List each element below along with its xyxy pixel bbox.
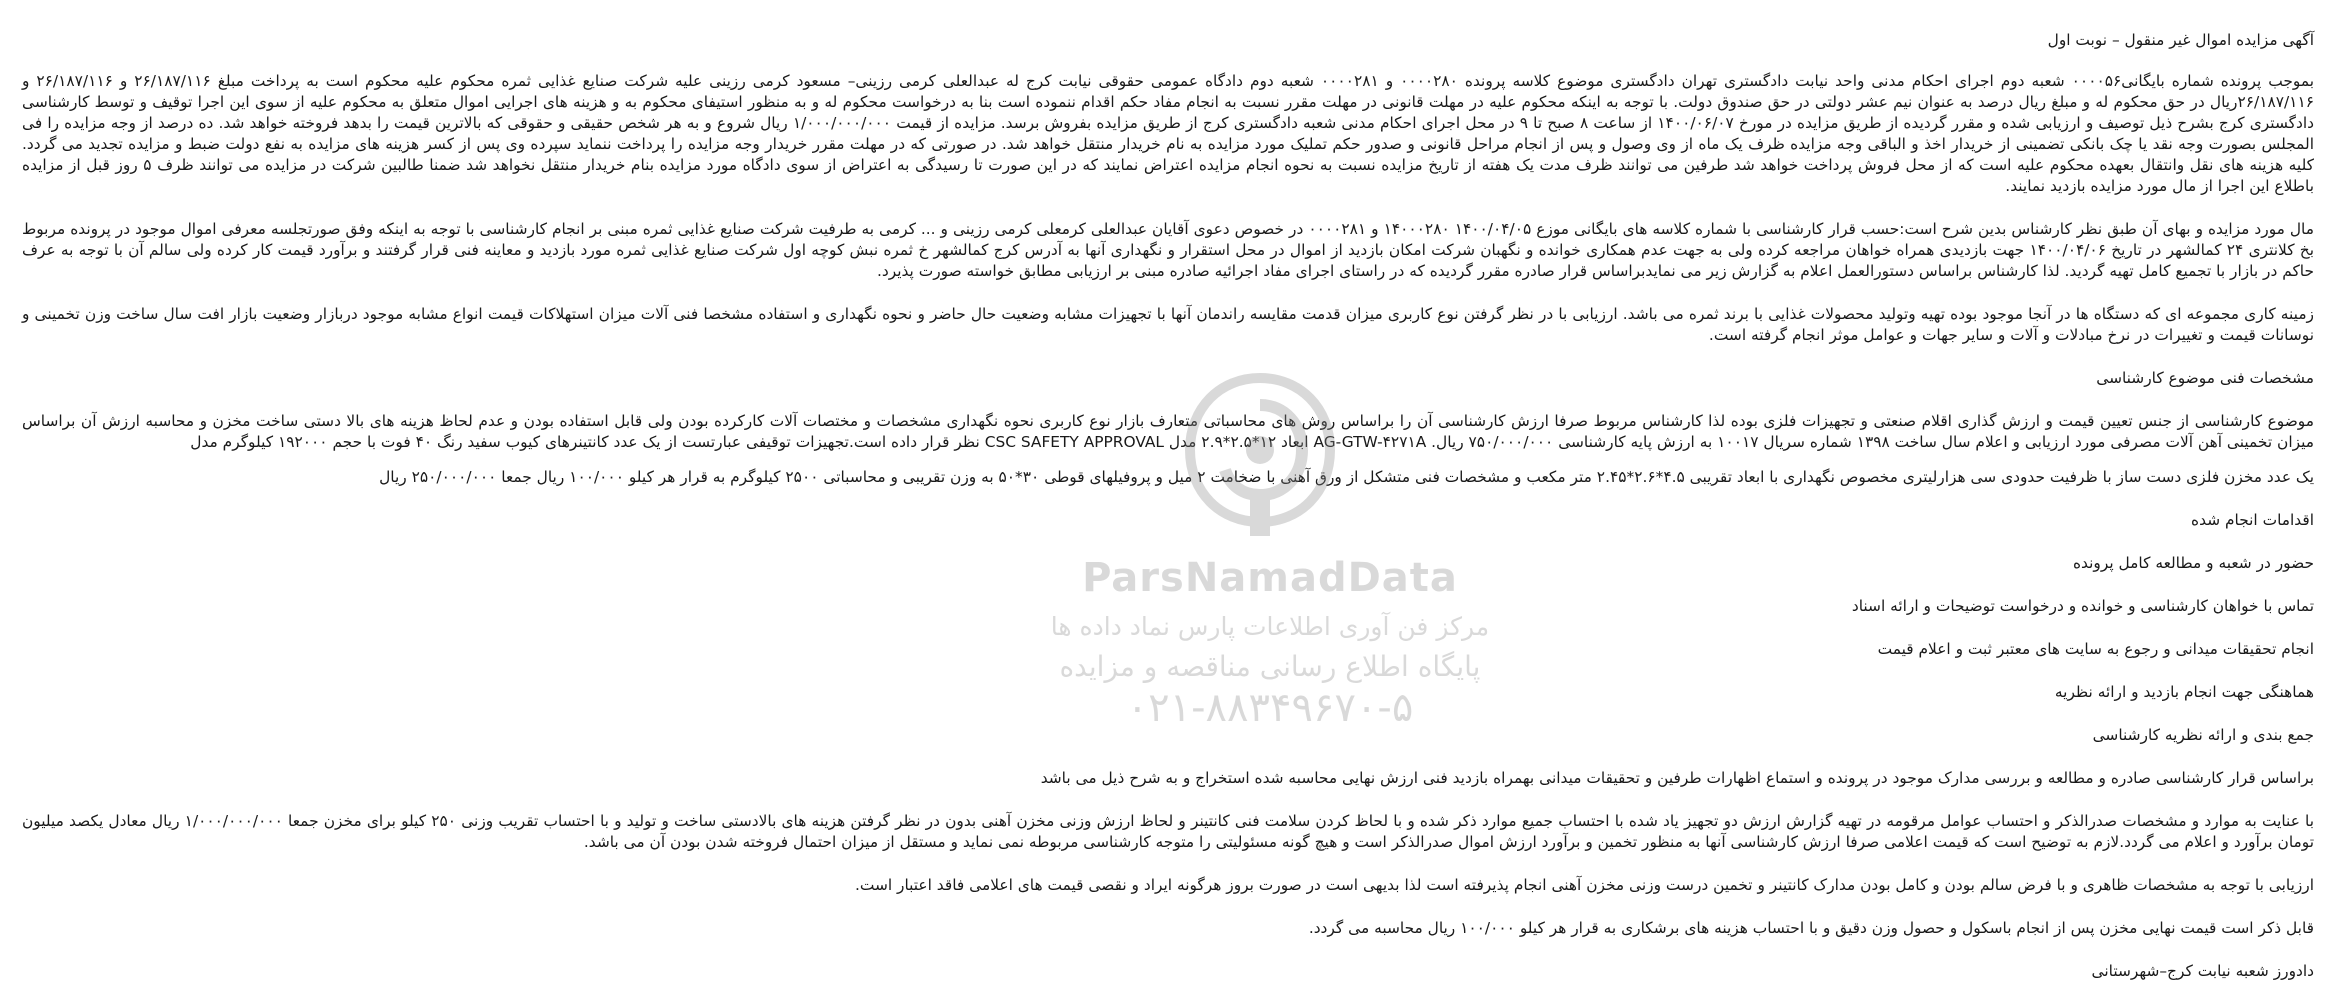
action-item: جمع بندی و ارائه نظریه کارشناسی: [2092, 726, 2314, 744]
specs-heading: مشخصات فنی موضوع کارشناسی: [2096, 369, 2314, 387]
tank-paragraph: یک عدد مخزن فلزی دست ساز با ظرفیت حدودی سی هزارلیتری مخصوص نگهداری با ابعاد تقریبی ۴.۵*۲.۶*۲.۴۵ متر مکعب و مشخصات فنی متشکل از ورق آهنی با ضخامت ۲ میل و پروفیلهای قوطی ۳۰*۵۰ به وزن تقریبی و محاسباتی ۲۵۰۰ کیلوگرم به قرار هر کیلو ۱۰۰/۰۰۰ ریال جمعا ۲۵۰/۰۰۰/۰۰۰ ریال: [379, 468, 2314, 486]
auction-notice: [22, 30, 2314, 982]
watermark-phone: ۰۲۱-۸۸۳۴۹۶۷۰-۵: [1126, 685, 1414, 731]
basis-paragraph: براساس قرار کارشناسی صادره و مطالعه و بررسی مدارک موجود در پرونده و استماع اظهارات طرفین و تحقیقات میدانی بهمراه بازدید فنی ارزش نهایی محاسبه شده استخراج و به شرح ذیل می باشد: [1040, 769, 2314, 787]
action-item: هماهنگی جهت انجام بازدید و ارائه نظریه: [2054, 683, 2314, 701]
action-item: انجام تحقیقات میدانی و رجوع به سایت های معتبر ثبت و اعلام قیمت: [1877, 640, 2314, 658]
signature: دادورز شعبه نیابت کرج–شهرستانی: [2091, 962, 2314, 980]
intro-paragraph: بموجب پرونده شماره بایگانی۰۰۰۰۵۶ شعبه دوم اجرای احکام مدنی واحد نیابت دادگستری تهران دادگستری موضوع کلاسه پرونده ۰۰۰۰۲۸۰ و ۰۰۰۰۲۸۱ شعبه دوم دادگاه عمومی حقوقی نیابت کرج له عبدالعلی کرمی رزینی– مسعود کرمی رزینی علیه شرکت صنایع غذایی ثمره محکوم علیه محکوم است به پرداخت مبلغ ۲۶/۱۸۷/۱۱۶ و ۲۶/۱۸۷/۱۱۶ و ۲۶/۱۸۷/۱۱۶ریال در حق محکوم له و مبلغ ریال درصد به عنوان نیم عشر دولتی در حق صندوق دولت. با توجه به اینکه محکوم علیه در مهلت قانونی در مهلت مقرر نسبت به انجام مفاد حکم اقدام ننموده است بنا به درخواست محکوم له و به منظور استیفای محکوم به و هزینه های اجرایی اموال متعلق به محکوم علیه از سوی این اجرا توقیف و توسط کارشناسی دادگستری کرج بشرح ذیل توصیف و ارزیابی شده و مقرر گردیده از طریق مزایده در مورخ ۱۴۰۰/۰۶/۰۷ از ساعت ۸ صبح تا ۹ در محل اجرای احکام مدنی شعبه دادگستری کرج از طریق مزایده بفروش برسد. مزایده از قیمت ۱/۰۰۰/۰۰۰/۰۰۰ ریال شروع و به هر شخص حقیقی و حقوقی که بالاترین قیمت را بدهد فروخته خواهد شد. ده درصد از وجه مزایده را فی المجلس بصورت وجه نقد یا چک بانکی تضمینی از خریدار اخذ و الباقی وجه مزایده ظرف یک ماه از وی وصول و پس از انجام مراحل قانونی و صدور حکم تملیک مورد مزایده به نام خریدار منتقل خواهد شد. در صورتی که در مهلت مقرر خریدار وجه مزایده را پرداخت ننماید سپرده وی پس از کسر هزینه های مزایده به نفع دولت ضبط و مزایده تجدید می گردد. کلیه هزینه های نقل وانتقال بعهده محکوم علیه است که از محل فروش پرداخت خواهد شد طرفین می توانند ظرف مدت یک هفته از تاریخ مزایده نسبت به نحوه انجام مزایده اعتراض نمایند که در این صورت تا رسیدگی به اعتراض از سوی دادگاه مورد مزایده بنام خریدار منتقل نخواهد شد ضمنا طالبین شرکت در مزایده می توانند ظرف ۵ روز قبل از مزایده باطلاع این اجرا از مال مورد مزایده بازدید نمایند.: [22, 72, 2315, 195]
watermark-brand: ParsNamadData: [1082, 555, 1458, 601]
note-paragraph: قابل ذکر است قیمت نهایی مخزن پس از انجام باسکول و حصول وزن دقیق و با احتساب هزینه های برشکاری به قرار هر کیلو ۱۰۰/۰۰۰ ریال محاسبه می گردد.: [1308, 919, 2314, 937]
notice-title: آگهی مزایده اموال غیر منقول – نوبت اول: [2047, 31, 2314, 49]
watermark-line2: پایگاه اطلاع رسانی مناقصه و مزایده: [1059, 650, 1481, 683]
subject-paragraph: موضوع کارشناسی از جنس تعیین قیمت و ارزش گذاری اقلام صنعتی و تجهیزات فلزی بوده لذا کارشناس مربوط صرفا ارزش کارشناسی آن را براساس روش های محاسباتی متعارف بازار نوع کاربری نحوه نگهداری مشخصات و مختصات آلات کارکرده بودن ولی قابل استفاده بودن و عدم لحاظ هزینه های بالا دستی ساخت مخزن و محاسبه ارزش آن براساس میزان تخمینی آهن آلات مصرفی مورد ارزیابی و اعلام سال ساخت ۱۳۹۸ شماره سریال ۱۰۰۱۷ به ارزش پایه کارشناسی ۷۵۰/۰۰۰/۰۰۰ ریال. AG-GTW-۴۲۷۱A ابعاد ۱۲*۲.۵*۲.۹ مدل CSC SAFETY APPROVAL نظر قرار داده است.تجهیزات توقیفی عبارتست از یک عدد کانتینرهای کیوب سفید رنگ ۴۰ فوت با حجم ۱۹۲۰۰۰ کیلوگرم مدل: [22, 412, 2314, 451]
actions-heading: اقدامات انجام شده: [2191, 511, 2314, 529]
valuation-paragraph: با عنایت به موارد و مشخصات صدرالذکر و احتساب عوامل مرقومه در تهیه گزارش ارزش دو تجهیز یاد شده با احتساب جمیع موارد ذکر شده و با لحاظ کردن سلامت فنی کانتینر و لحاظ ارزش وزنی مخزن آهنی بدون در نظر گرفتن هزینه های بالادستی ساخت و تولید و با احتساب تقریب وزنی ۲۵۰ کیلو برای مخزن جمعا ۱/۰۰۰/۰۰۰/۰۰۰ ریال معادل یکصد میلیون تومان برآورد و اعلام می گردد.لازم به توضیح است که قیمت اعلامی صرفا ارزش کارشناسی آنها به منظور تخمین و برآورد ارزش اموال صدرالذکر است و هیچ گونه مسئولیتی را متوجه کارشناسی مربوطه نمی نماید و مستقل از میزان احتمال فروخته شدن بودن آن می باشد.: [22, 812, 2315, 851]
action-item: تماس با خواهان کارشناسی و خوانده و درخواست توضیحات و ارائه اسناد: [1851, 597, 2314, 615]
assessment-paragraph: ارزیابی با توجه به مشخصات ظاهری و با فرض سالم بودن و کامل بودن مدارک کانتینر و تخمین درست وزنی مخزن آهنی انجام پذیرفته است لذا بدیهی است در صورت بروز هرگونه ایراد و نقصی قیمت های اعلامی فاقد اعتبار است.: [854, 876, 2314, 894]
action-item: حضور در شعبه و مطالعه کامل پرونده: [2072, 554, 2314, 572]
property-paragraph: مال مورد مزایده و بهای آن طبق نظر کارشناس بدین شرح است:حسب قرار کارشناسی با شماره کلاسه های بایگانی موزع ۱۴۰۰/۰۴/۰۵ ۱۴۰۰۰۲۸۰ و ۰۰۰۰۲۸۱ در خصوص دعوی آقایان عبدالعلی کرمعلی کرمی رزینی و ... کرمی به طرفیت شرکت صنایع غذایی ثمره مبنی بر انجام کارشناسی با توجه به اینکه وفق صورتجلسه معرفی اموال موجود در پرونده مربوط بخ کلانتری ۲۴ کمالشهر در تاریخ ۱۴۰۰/۰۴/۰۶ جهت بازدیدی همراه خواهان مراجعه کرده ولی به جهت عدم همکاری خوانده و نگهبان شرکت امکان بازدید از اموال در محل استقرار و نگهداری آنها به آدرس کرج کمالشهر خ ثمره نبش کوچه اول شرکت صنایع غذایی ثمره مورد بازدید و معاینه فنی قرار گرفتند و برآورد قیمت کار کرده ولی سالم آن با توجه به عرف حاکم در بازار با تجمیع کامل تهیه گردید. لذا کارشناس براساس دستورالعمل اعلام به گزارش زیر می نمایدبراساس قرار صادره مقرر گردیده که در راستای اجرای مفاد اجرائیه صادره مبنی بر ارزیابی مطابق خواسته صورت پذیرد.: [22, 220, 2315, 280]
watermark-line1: مرکز فن آوری اطلاعات پارس نماد داده ها: [1050, 612, 1490, 641]
context-paragraph: زمینه کاری مجموعه ای که دستگاه ها در آنجا موجود بوده تهیه وتولید محصولات غذایی با برند ثمره می باشد. ارزیابی با در نظر گرفتن نوع کاربری میزان قدمت مقایسه راندمان آنها با تجهیزات مشابه وضعیت حال حاضر و نحوه نگهداری و استفاده مشخصا فنی آلات میزان استهلاکات قیمت انواع مشابه موجود دربازار وضعیت بازار افت سال ساخت وزن تخمینی و نوسانات قیمت و تغییرات در نرخ مبادلات و آلات و سایر جهات و عوامل موثر انجام گرفته است.: [22, 305, 2314, 344]
